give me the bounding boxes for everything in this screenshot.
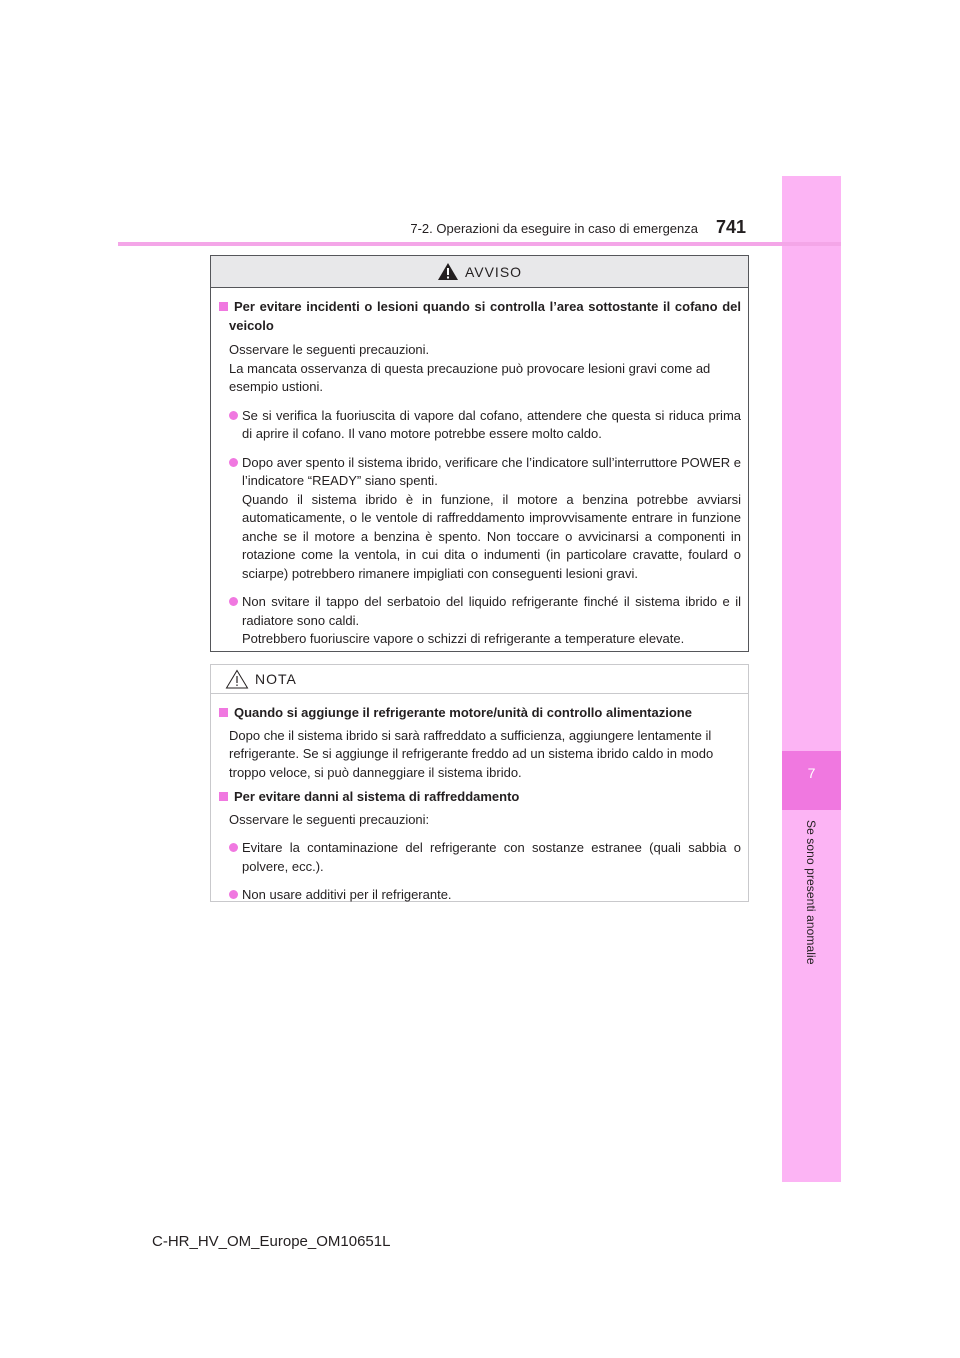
warning-bullet-detail: Quando il sistema ibrido è in funzione, il motore a benzina potrebbe avviarsi automaticamente, o le ventole di raffreddamento improvvisamente entrare in funzione anche se il motore a benzina è spento. Non toccare o avvicinarsi a componenti in rotazione come la ventola, in cui dita o indumenti (in particolare cravatte, foulard o sciarpe) potrebbero rimanere impigliati con conseguenti lesioni gravi.	[242, 491, 741, 581]
warning-heading: Per evitare incidenti o lesioni quando si controlla l’area sottostante il cofano del veicolo	[229, 298, 741, 335]
warning-intro-2: La mancata osservanza di questa precauzione può provocare lesioni gravi come ad esempio ustioni.	[229, 360, 711, 394]
round-bullet-icon	[229, 458, 238, 467]
chapter-number-tab[interactable]	[782, 751, 841, 810]
warning-intro-1: Osservare le seguenti precauzioni.	[229, 342, 430, 357]
note-heading-2: Per evitare danni al sistema di raffreddamento	[229, 788, 741, 807]
note-header	[211, 665, 748, 694]
warning-title: AVVISO	[464, 263, 523, 280]
round-bullet-icon	[229, 843, 238, 852]
round-bullet-icon	[229, 597, 238, 606]
square-bullet-icon	[219, 302, 228, 311]
warning-bullet-detail: Potrebbero fuoriuscire vapore o schizzi di refrigerante a temperature elevate.	[242, 631, 685, 646]
page-number: 741	[716, 217, 747, 237]
note-text-1: Dopo che il sistema ibrido si sarà raffreddato a sufficienza, aggiungere lentamente il refrigerante. Se si aggiunge il refrigerante freddo ad un sistema ibrido caldo in modo troppo veloce, si può danneggiare il sistema ibrido.	[229, 727, 714, 780]
square-bullet-icon	[219, 708, 228, 717]
warning-triangle-icon	[437, 262, 459, 281]
note-box	[210, 664, 749, 902]
warning-bullet: Dopo aver spento il sistema ibrido, verificare che l’indicatore sull’interruttore POWER e l’indicatore “READY” siano spenti. Quando il sistema ibrido è in funzione, il motore a benzina potrebbe avviarsi automaticamente, o le ventole di raffreddamento improvvisamente entrare in funzione anche se il motore a benzina è spento. Non toccare o avvicinarsi a componenti in rotazione come la ventola, in cui dita o indumenti (in particolare cravatte, foulard o sciarpe) potrebbero rimanere impigliati con conseguenti lesioni gravi.	[229, 454, 741, 584]
warning-bullet: Non svitare il tappo del serbatoio del liquido refrigerante finché il sistema ibrido e il radiatore sono caldi. Potrebbero fuoriuscire vapore o schizzi di refrigerante a temperature elevate.	[229, 593, 741, 649]
round-bullet-icon	[229, 411, 238, 420]
warning-header	[211, 256, 748, 288]
note-bullet: Evitare la contaminazione del refrigerante con sostanze estranee (quali sabbia o polvere, ecc.).	[229, 839, 741, 876]
note-bullet: Non usare additivi per il refrigerante.	[229, 886, 741, 905]
warning-box	[210, 255, 749, 652]
side-tab	[782, 176, 841, 1182]
chapter-label: Se sono presenti anomalie	[804, 820, 818, 965]
section-title: 7-2. Operazioni da eseguire in caso di emergenza	[410, 221, 698, 236]
note-title: NOTA	[255, 671, 297, 687]
warning-bullet: Se si verifica la fuoriuscita di vapore dal cofano, attendere che questa si riduca prima di aprire il cofano. Il vano motore potrebbe essere molto caldo.	[229, 407, 741, 444]
round-bullet-icon	[229, 890, 238, 899]
caution-triangle-icon	[225, 669, 249, 689]
square-bullet-icon	[219, 792, 228, 801]
chapter-number: 7	[807, 765, 816, 781]
document-code: C-HR_HV_OM_Europe_OM10651L	[152, 1233, 391, 1250]
note-text-2: Osservare le seguenti precauzioni:	[229, 811, 430, 827]
header-rule	[118, 242, 841, 246]
note-heading-1: Quando si aggiunge il refrigerante motore/unità di controllo alimentazione	[229, 704, 741, 723]
